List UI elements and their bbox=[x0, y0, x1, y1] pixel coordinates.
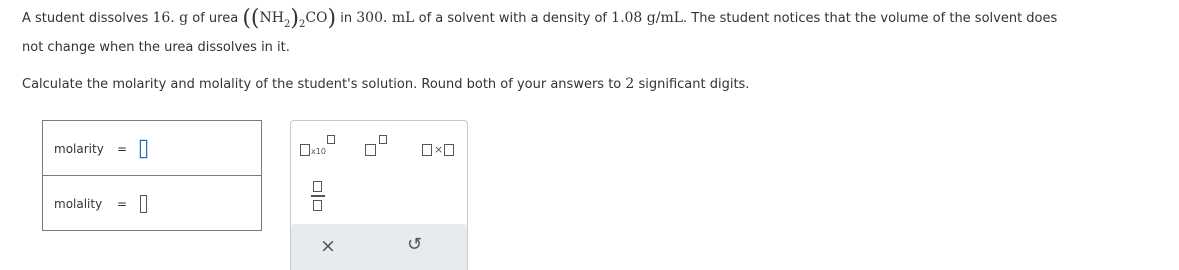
multiply-button[interactable] bbox=[422, 143, 456, 157]
problem-text: of a solvent with a density of bbox=[418, 11, 608, 26]
formula-group: NH bbox=[259, 10, 284, 26]
molarity-answer-row bbox=[42, 120, 262, 176]
equals-sign: = bbox=[117, 197, 128, 211]
equals-sign: = bbox=[117, 142, 128, 156]
problem-text: in bbox=[340, 11, 353, 26]
box-icon bbox=[327, 135, 335, 144]
fraction-bar-icon bbox=[311, 195, 325, 197]
density-value: 1.08 g/mL bbox=[611, 10, 684, 26]
molality-label: molality bbox=[54, 197, 103, 211]
formula-subscript: 2 bbox=[298, 19, 306, 30]
problem-line-2: not change when the urea dissolves in it. bbox=[22, 40, 290, 55]
scientific-notation-button[interactable] bbox=[300, 135, 340, 159]
toolbar-footer bbox=[291, 224, 467, 270]
sig-figs-value: 2 bbox=[625, 76, 635, 92]
times-icon: × bbox=[434, 143, 444, 156]
formula-subscript: 2 bbox=[283, 19, 291, 30]
box-icon bbox=[313, 181, 322, 192]
fraction-button[interactable] bbox=[311, 181, 325, 213]
molality-input[interactable] bbox=[140, 195, 147, 213]
formula-tail: CO bbox=[305, 10, 328, 26]
box-icon bbox=[379, 135, 387, 144]
x10-label: x10 bbox=[311, 147, 326, 156]
superscript-button[interactable] bbox=[365, 135, 391, 159]
mass-value: 16. g bbox=[152, 10, 189, 26]
molarity-label: molarity bbox=[54, 142, 104, 156]
undo-button[interactable]: ↺ bbox=[407, 234, 423, 255]
math-toolbar bbox=[290, 120, 468, 270]
clear-button[interactable]: × bbox=[320, 235, 336, 257]
molality-answer-row bbox=[42, 175, 262, 231]
instruction-text: Calculate the molarity and molality of the student's solution. Round both of your answers to bbox=[22, 77, 622, 92]
box-icon bbox=[300, 144, 310, 156]
molarity-input[interactable] bbox=[140, 140, 147, 158]
problem-text: of urea bbox=[192, 11, 239, 26]
urea-formula: $((NH_2)_2CO)$ bbox=[242, 6, 337, 31]
box-icon bbox=[313, 200, 322, 211]
instruction-text: significant digits. bbox=[638, 77, 750, 92]
box-icon bbox=[444, 144, 454, 156]
instruction-line bbox=[22, 76, 749, 92]
volume-value: 300. mL bbox=[356, 10, 415, 26]
problem-text: . The student notices that the volume of the solvent does bbox=[683, 11, 1058, 26]
box-icon bbox=[365, 144, 376, 156]
box-icon bbox=[422, 144, 432, 156]
problem-line-1 bbox=[22, 8, 1057, 30]
problem-text: A student dissolves bbox=[22, 11, 149, 26]
